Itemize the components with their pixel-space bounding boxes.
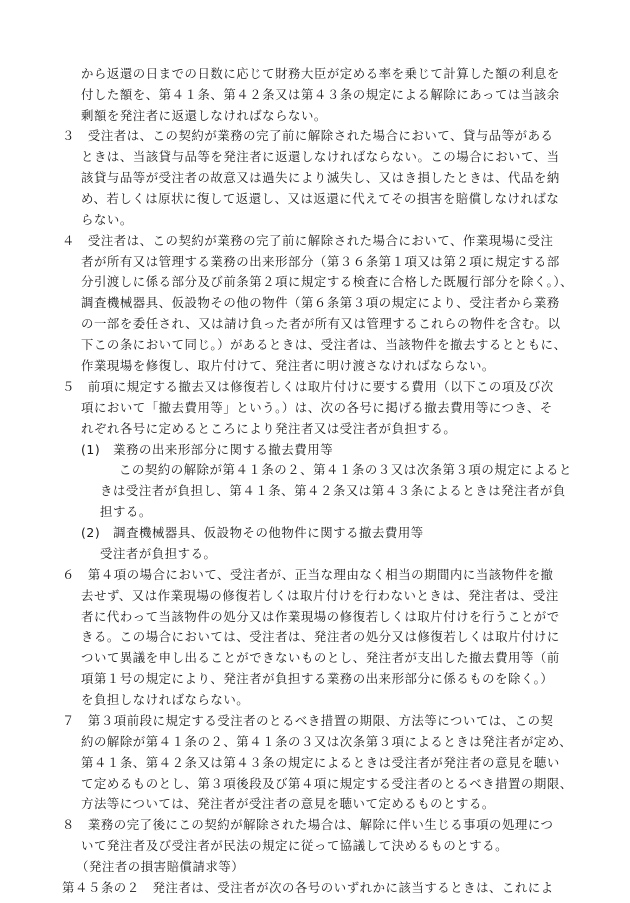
article-heading: 第４５条の２ 発注者は、受注者が次の各号のいずれかに該当するときは、これによ — [62, 880, 554, 895]
text-line: れぞれ各号に定めるところにより発注者又は受注者が負担する。 — [81, 421, 457, 436]
text-line: ７ 第３項前段に規定する受注者のとるべき措置の期限、方法等については、この契 — [62, 713, 554, 728]
text-line: いて発注者及び受注者が民法の規定に従って協議して決めるものとする。 — [81, 838, 509, 853]
text-line: 剰額を発注者に返還しなければならない。 — [81, 108, 327, 123]
text-line: から返還の日までの日数に応じて財務大臣が定める率を乗じて計算した額の利息を — [81, 66, 560, 81]
text-line: 作業現場を修復し、取片付けて、発注者に明け渡さなければならない。 — [81, 358, 495, 373]
text-line: 項において「撤去費用等」という。）は、次の各号に掲げる撤去費用等につき、そ — [81, 400, 553, 415]
text-line: て定めるものとし、第３項後段及び第４項に規定する受注者のとるべき措置の期限、 — [81, 776, 573, 791]
text-line: らない。 — [81, 212, 133, 227]
text-line: ときは、当該貸与品等を発注者に返還しなければならない。この場合において、当 — [81, 149, 560, 164]
text-line: 者に代わって当該物件の処分又は作業現場の修復若しくは取片付けを行うことがで — [81, 609, 560, 624]
text-line: ５ 前項に規定する撤去又は修復若しくは取片付けに要する費用（以下この項及び次 — [62, 379, 554, 394]
text-line: ４ 受注者は、この契約が業務の完了前に解除された場合において、作業現場に受注 — [62, 233, 554, 248]
section-heading: （発注者の損害賠償請求等） — [76, 859, 245, 874]
text-line: 付した額を、第４１条、第４２条又は第４３条の規定による解除にあっては当該余 — [81, 87, 560, 102]
text-line: の一部を委任され、又は請け負った者が所有又は管理するこれらの物件を含む。以 — [81, 316, 561, 331]
text-line: 者が所有又は管理する業務の出来形部分（第３６条第１項又は第２項に規定する部 — [81, 254, 560, 269]
text-line: 第４１条、第４２条又は第４３条の規定によるときは受注者が発注者の意見を聴い — [81, 755, 560, 770]
text-line: 約の解除が第４１条の２、第４１条の３又は次条第３項によるときは発注者が定め、 — [81, 734, 573, 749]
text-line: ３ 受注者は、この契約が業務の完了前に解除された場合において、貸与品等がある — [62, 128, 554, 143]
text-line: 担する。 — [100, 504, 152, 519]
text-line: きは受注者が負担し、第４１条、第４２条又は第４３条によるときは発注者が負 — [100, 483, 566, 498]
text-line: ８ 業務の完了後にこの契約が解除された場合は、解除に伴い生じる事項の処理につ — [62, 817, 554, 832]
text-line: 分引渡しに係る部分及び前条第２項に規定する検査に合格した既履行部分を除く。）、 — [81, 274, 574, 289]
text-line: ６ 第４項の場合において、受注者が、正当な理由なく相当の期間内に当該物件を撤 — [62, 567, 554, 582]
text-line: め、若しくは原状に復して返還し、又は返還に代えてその損害を賠償しなければな — [81, 191, 560, 206]
text-line: 去せず、又は作業現場の修復若しくは取片付けを行わないときは、発注者は、受注 — [81, 588, 559, 603]
text-line: 下この条において同じ。）があるときは、受注者は、当該物件を撤去するとともに、 — [81, 337, 567, 352]
text-line: 受注者が負担する。 — [100, 546, 217, 561]
text-line: (2) 調査機械器具、仮設物その他物件に関する撤去費用等 — [81, 525, 424, 540]
text-line: 該貸与品等が受注者の故意又は過失により滅失し、又はき損したときは、代品を納 — [81, 170, 560, 185]
text-line: 項第１号の規定により、発注者が負担する業務の出来形部分に係るものを除く。） — [81, 671, 554, 686]
text-line: ついて異議を申し出ることができないものとし、発注者が支出した撤去費用等（前 — [81, 650, 560, 665]
text-line: 調査機械器具、仮設物その他の物件（第６条第３項の規定により、受注者から業務 — [81, 295, 560, 310]
text-line: を負担しなければならない。 — [81, 692, 250, 707]
text-line: (1) 業務の出来形部分に関する撤去費用等 — [81, 442, 334, 457]
text-line: 方法等については、発注者が受注者の意見を聴いて定めるものとする。 — [81, 796, 495, 811]
text-line: きる。この場合においては、受注者は、発注者の処分又は修復若しくは取片付けに — [81, 629, 560, 644]
text-line: この契約の解除が第４１条の２、第４１条の３又は次条第３項の規定によると — [119, 462, 572, 477]
